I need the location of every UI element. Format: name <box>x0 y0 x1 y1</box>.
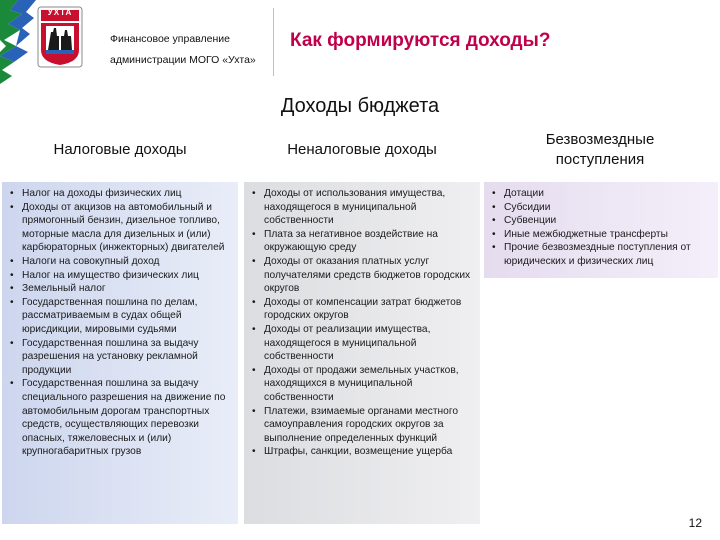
list-item: • Доходы от продажи земельных участков, находящихся в муниципальной собственности <box>250 364 476 405</box>
list-item: • Доходы от компенсации затрат бюджетов городских округов <box>250 296 476 323</box>
list-item: • Иные межбюджетные трансферты <box>490 228 714 242</box>
column-heading-nontax: Неналоговые доходы <box>287 141 437 158</box>
list-item: • Прочие безвозмездные поступления от юридических и физических лиц <box>490 241 714 268</box>
list-item: • Субвенции <box>490 214 714 228</box>
list-item: • Государственная пошлина по делам, рассматриваемым в судах общей юрисдикции, мировыми судьями <box>8 296 234 337</box>
org-name-line-2: администрации МОГО «Ухта» <box>110 54 256 66</box>
list-item: • Налог на имущество физических лиц <box>8 269 234 283</box>
header-divider <box>273 8 274 76</box>
list-item: • Доходы от использования имущества, находящегося в муниципальной собственности <box>250 187 476 228</box>
list-item: • Налоги на совокупный доход <box>8 255 234 269</box>
list-item: • Налог на доходы физических лиц <box>8 187 234 201</box>
page-number: 12 <box>688 516 702 530</box>
grants-list <box>490 187 714 269</box>
tax-income-panel <box>2 182 238 524</box>
slide-title: Как формируются доходы? <box>290 30 551 51</box>
column-heading-grants: Безвозмездные поступления <box>545 131 655 168</box>
list-item: • Доходы от акцизов на автомобильный и прямогонный бензин, дизельное топливо, моторные масла для дизельных и (или) карбюраторных (инжекторных) двигателей <box>8 201 234 255</box>
list-item: • Доходы от оказания платных услуг получателями средств бюджетов городских округов <box>250 255 476 296</box>
nontax-income-panel <box>244 182 480 524</box>
list-item: • Доходы от реализации имущества, находящегося в муниципальной собственности <box>250 323 476 364</box>
grants-panel <box>484 182 718 278</box>
corner-ornament <box>0 0 40 100</box>
nontax-income-list <box>250 187 476 459</box>
tax-income-list <box>8 187 234 459</box>
column-heading-tax: Налоговые доходы <box>53 141 187 158</box>
organization-name <box>110 29 280 71</box>
emblem-caption: УХТА <box>47 8 73 17</box>
section-title: Доходы бюджета <box>280 95 440 117</box>
org-name-line-1: Финансовое управление <box>110 33 230 45</box>
list-item: • Земельный налог <box>8 282 234 296</box>
list-item: • Государственная пошлина за выдачу специального разрешения на движение по автомобильным дорогам транспортных средств, осуществляющих перевозки опасных, тяжеловесных и (или) крупногабаритных грузов <box>8 377 234 459</box>
list-item: • Дотации <box>490 187 714 201</box>
list-item: • Субсидии <box>490 201 714 215</box>
list-item: • Плата за негативное воздействие на окружающую среду <box>250 228 476 255</box>
list-item: • Штрафы, санкции, возмещение ущерба <box>250 445 476 459</box>
list-item: • Государственная пошлина за выдачу разрешения на установку рекламной продукции <box>8 337 234 378</box>
list-item: • Платежи, взимаемые органами местного самоуправления городских округов за выполнение определенных функций <box>250 405 476 446</box>
